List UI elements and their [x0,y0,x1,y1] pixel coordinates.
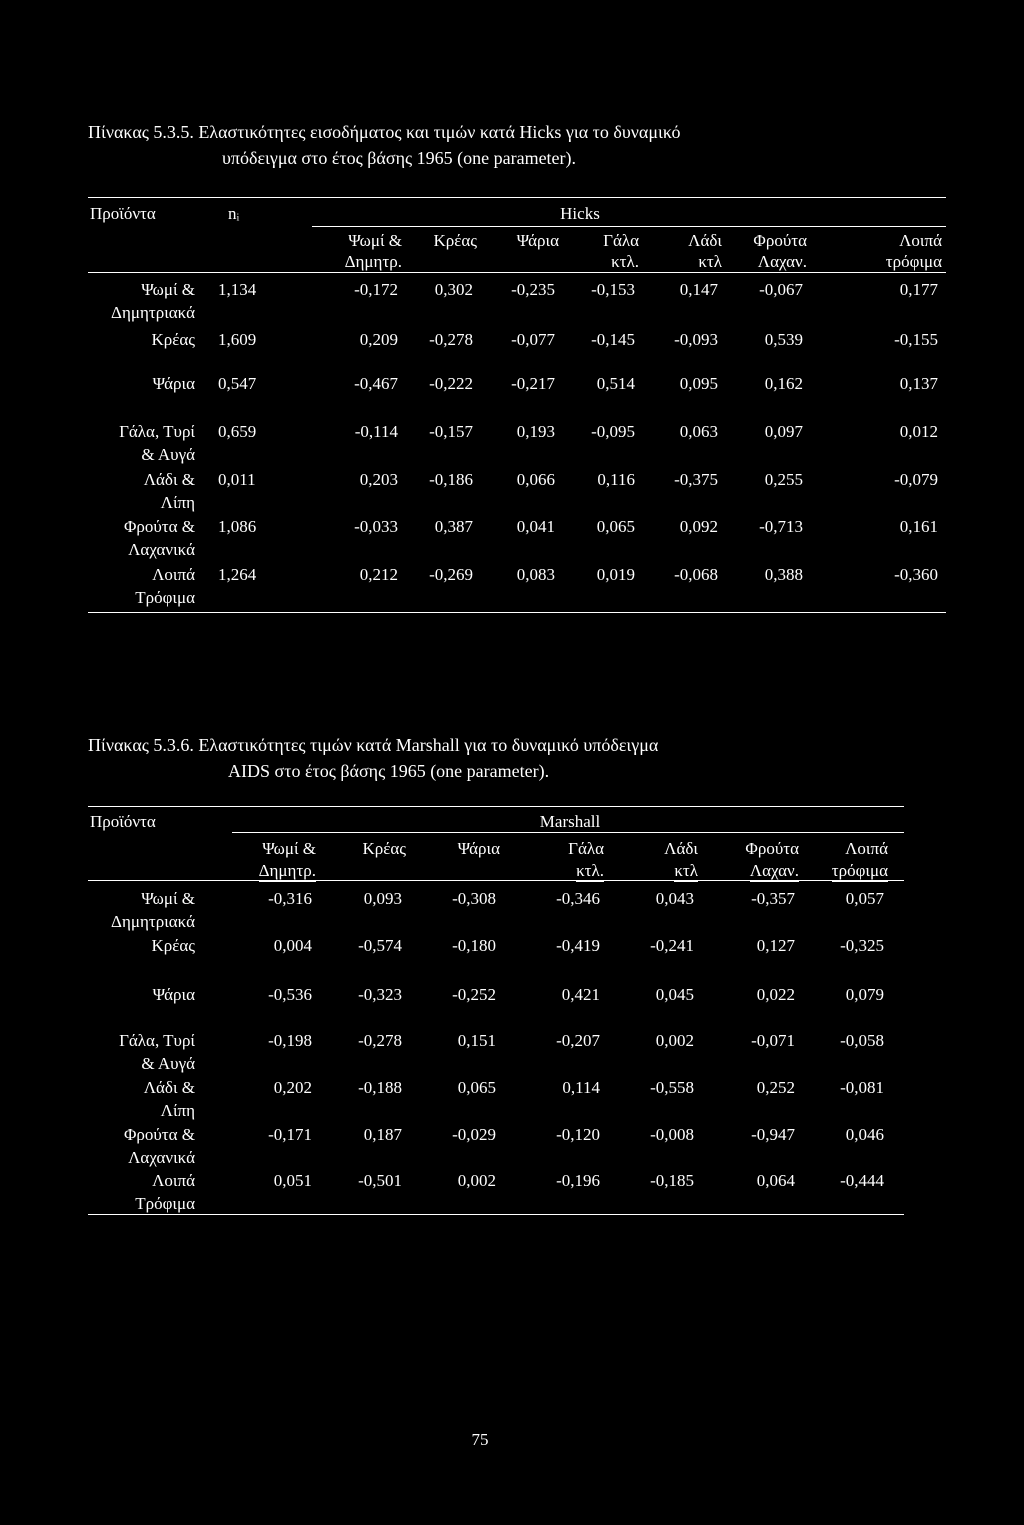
table1-row-label-sub: Λαχανικά [128,540,195,559]
table1-cell: 0,539 [764,330,803,349]
table1-row-label-sub: & Αυγά [141,445,195,464]
table1-col-header: Ψωμί & [348,231,402,250]
table2-cell: 0,057 [845,889,884,908]
table2-cell: 0,022 [756,985,795,1004]
table2-cell: -0,198 [268,1031,312,1050]
table1-cell: 0,097 [764,422,803,441]
table2-row-label: Λοιπά [152,1171,195,1190]
table2-header-products: Προϊόντα [90,812,156,831]
table1-col-header-sub: τρόφιμα [885,252,942,271]
table1-row-label: Ψωμί & [141,280,195,299]
table2-cell: 0,004 [273,936,312,955]
table2-cell: 0,093 [363,889,402,908]
table2-caption-line1: Πίνακας 5.3.6. Ελαστικότητες τιμών κατά Marshall για το δυναμικό υπόδειγμα [88,735,659,755]
table1-cell: -0,095 [591,422,635,441]
table2-cell: -0,357 [751,889,795,908]
table2-cell: 0,187 [363,1125,402,1144]
table1-cell: 0,387 [434,517,473,536]
table1-cell: -0,079 [894,470,938,489]
table2-col-header: Φρούτα [745,839,799,858]
table2-row-label-sub: Τρόφιμα [135,1194,195,1213]
table1-group-rule [312,226,946,227]
table1-col-header: Λοιπά [899,231,942,250]
table1-cell: -0,033 [354,517,398,536]
table2-cell: -0,536 [268,985,312,1004]
table1-cell: -0,222 [429,374,473,393]
table2-row-label-sub: Λίπη [160,1101,195,1120]
table2-row-label-sub: Δημητριακά [111,912,195,931]
table2-cell: -0,308 [452,889,496,908]
table2-cell: -0,196 [556,1171,600,1190]
table2-row-label: Ψωμί & [141,889,195,908]
table2-cell: -0,180 [452,936,496,955]
table2-cell: -0,323 [358,985,402,1004]
table1-cell: 0,116 [597,470,635,489]
table2-cell: 0,051 [273,1171,312,1190]
table2-cell: -0,574 [358,936,402,955]
table1-header-products: Προϊόντα [90,204,156,223]
table2-cell: 0,114 [562,1078,600,1097]
table2-row-label: Φρούτα & [123,1125,195,1144]
table1-row-label: Γάλα, Τυρί [119,422,195,441]
table2-cell: 0,002 [457,1171,496,1190]
table1-cell: -0,114 [354,422,398,441]
table1-cell: -0,077 [511,330,555,349]
table1-col-header: Γάλα [603,231,639,250]
table1-cell: 0,388 [764,565,803,584]
table2-col-header-sub: τρόφιμα [831,861,888,880]
table1-cell: -0,713 [759,517,803,536]
table2-cell: -0,081 [840,1078,884,1097]
table1-row-label-sub: Λίπη [160,493,195,512]
table2-row-label: Λάδι & [143,1078,195,1097]
table1-cell: 0,255 [764,470,803,489]
table1-col-header: Λάδι [688,231,722,250]
table2-col-header: Λοιπά [845,839,888,858]
table1-cell: 0,203 [359,470,398,489]
table1-cell: -0,155 [894,330,938,349]
table1-cell-eta: 0,659 [218,422,257,441]
table1-cell-eta: 1,609 [218,330,257,349]
table2-row-label-sub: Λαχανικά [128,1148,195,1167]
table1-col-header: Φρούτα [753,231,807,250]
table1-caption-line2: υπόδειγμα στο έτος βάσης 1965 (one parameter). [222,148,577,168]
table2-group-rule [232,832,904,833]
table2-cell: 0,064 [756,1171,795,1190]
table2-col-header-sub: κτλ. [576,861,604,880]
table2-cell: 0,421 [561,985,600,1004]
table1-row-label: Λοιπά [152,565,195,584]
table2-cell: -0,071 [751,1031,795,1050]
table1-caption-line1: Πίνακας 5.3.5. Ελαστικότητες εισοδήματος και τιμών κατά Hicks για το δυναμικό [88,122,681,142]
table1-cell: 0,137 [899,374,938,393]
table1-cell: 0,209 [359,330,398,349]
table1-row-label: Κρέας [151,330,195,349]
table1-cell: 0,041 [516,517,555,536]
table1-cell: -0,467 [354,374,398,393]
table2-cell: -0,185 [650,1171,694,1190]
table2-cell: -0,325 [840,936,884,955]
table1-cell-eta: 0,547 [218,374,257,393]
table1-cell: 0,302 [434,280,473,299]
table1-cell: 0,065 [596,517,635,536]
table1-cell: -0,235 [511,280,555,299]
table2-cell: -0,501 [358,1171,402,1190]
table2-cell: 0,079 [845,985,884,1004]
table1-cell: 0,095 [679,374,718,393]
table1-cell: -0,067 [759,280,803,299]
table1-cell: -0,375 [674,470,718,489]
table1-cell: -0,093 [674,330,718,349]
table2-cell: -0,188 [358,1078,402,1097]
table1-cell: -0,186 [429,470,473,489]
table1-cell: 0,177 [899,280,938,299]
table2-cell: -0,947 [751,1125,795,1144]
table1-cell: 0,012 [899,422,938,441]
table1-col-header-sub: κτλ. [611,252,639,271]
table1-cell: -0,360 [894,565,938,584]
table1-cell: 0,193 [516,422,555,441]
table1-row-label-sub: Τρόφιμα [135,588,195,607]
table1-cell: -0,153 [591,280,635,299]
table2-cell: 0,151 [457,1031,496,1050]
table1-cell: -0,278 [429,330,473,349]
table1-cell: 0,063 [679,422,718,441]
table1-cell: 0,162 [764,374,803,393]
table2-top-rule [88,806,904,807]
table2-cell: -0,444 [840,1171,884,1190]
table2-cell: -0,252 [452,985,496,1004]
table2-cell: 0,252 [756,1078,795,1097]
table2-col-header-sub: Λαχαν. [749,861,799,880]
table1-row-label: Φρούτα & [123,517,195,536]
table2-cell: 0,002 [655,1031,694,1050]
table1-cell: -0,217 [511,374,555,393]
table2-cell: -0,241 [650,936,694,955]
table1-cell: -0,145 [591,330,635,349]
table1-cell: 0,212 [359,565,398,584]
table2-caption-line2: AIDS στο έτος βάσης 1965 (one parameter). [228,761,550,781]
table2-cell: 0,065 [457,1078,496,1097]
table1-cell: 0,066 [516,470,555,489]
table2-cell: 0,046 [845,1125,884,1144]
table2-cell: -0,419 [556,936,600,955]
table1-cell: -0,269 [429,565,473,584]
table1-bottom-rule [88,612,946,613]
table2-col-header: Ψάρια [457,839,500,858]
table2-cell: -0,120 [556,1125,600,1144]
table2-cell: 0,202 [273,1078,312,1097]
table1-cell: 0,147 [679,280,718,299]
table2-cell: 0,127 [756,936,795,955]
table2-cell: -0,207 [556,1031,600,1050]
table1-cell: 0,019 [596,565,635,584]
table2-row-label: Ψάρια [152,985,195,1004]
table2-bottom-rule [88,1214,904,1215]
table1-header-rule [88,272,946,273]
table1-cell-eta: 1,086 [218,517,257,536]
table2-col-header: Κρέας [362,839,406,858]
table2-cell: -0,278 [358,1031,402,1050]
table2-row-label: Γάλα, Τυρί [119,1031,195,1050]
table2-cell: -0,171 [268,1125,312,1144]
table1-cell: -0,157 [429,422,473,441]
table2-cell: -0,058 [840,1031,884,1050]
table1-cell: 0,161 [899,517,938,536]
table2-cell: -0,558 [650,1078,694,1097]
table2-cell: -0,316 [268,889,312,908]
table1-cell-eta: 1,264 [218,565,257,584]
table2-header-rule [88,880,904,881]
table2-row-label: Κρέας [151,936,195,955]
table1-cell-eta: 1,134 [218,280,257,299]
page-number: 75 [471,1430,489,1449]
table1-row-label: Ψάρια [152,374,195,393]
table2-header-group: Marshall [539,812,601,831]
table1-col-header-sub: κτλ [698,252,722,271]
table1-top-rule [88,197,946,198]
table1-col-header-sub: Δημητρ. [344,252,402,271]
table2-col-header: Γάλα [568,839,604,858]
table2-col-header: Λάδι [664,839,698,858]
table1-header-group: Hicks [560,204,600,223]
table1-cell: 0,092 [679,517,718,536]
table1-cell: 0,083 [516,565,555,584]
table1-row-label: Λάδι & [143,470,195,489]
table2-col-header: Ψωμί & [262,839,316,858]
table1-cell: 0,514 [596,374,635,393]
table2-cell: -0,346 [556,889,600,908]
table1-cell-eta: 0,011 [218,470,256,489]
table2-cell: -0,029 [452,1125,496,1144]
table2-cell: 0,043 [655,889,694,908]
table1-cell: -0,172 [354,280,398,299]
table1-col-header: Ψάρια [516,231,559,250]
table2-cell: 0,045 [655,985,694,1004]
table2-cell: -0,008 [650,1125,694,1144]
table1-cell: -0,068 [674,565,718,584]
table2-row-label-sub: & Αυγά [141,1054,195,1073]
table1-header-eta: nᵢ [228,204,240,223]
table1-col-header: Κρέας [433,231,477,250]
table2-col-header-sub: κτλ [674,861,698,880]
table2-col-header-sub: Δημητρ. [258,861,316,880]
table1-col-header-sub: Λαχαν. [757,252,807,271]
table1-row-label-sub: Δημητριακά [111,303,195,322]
